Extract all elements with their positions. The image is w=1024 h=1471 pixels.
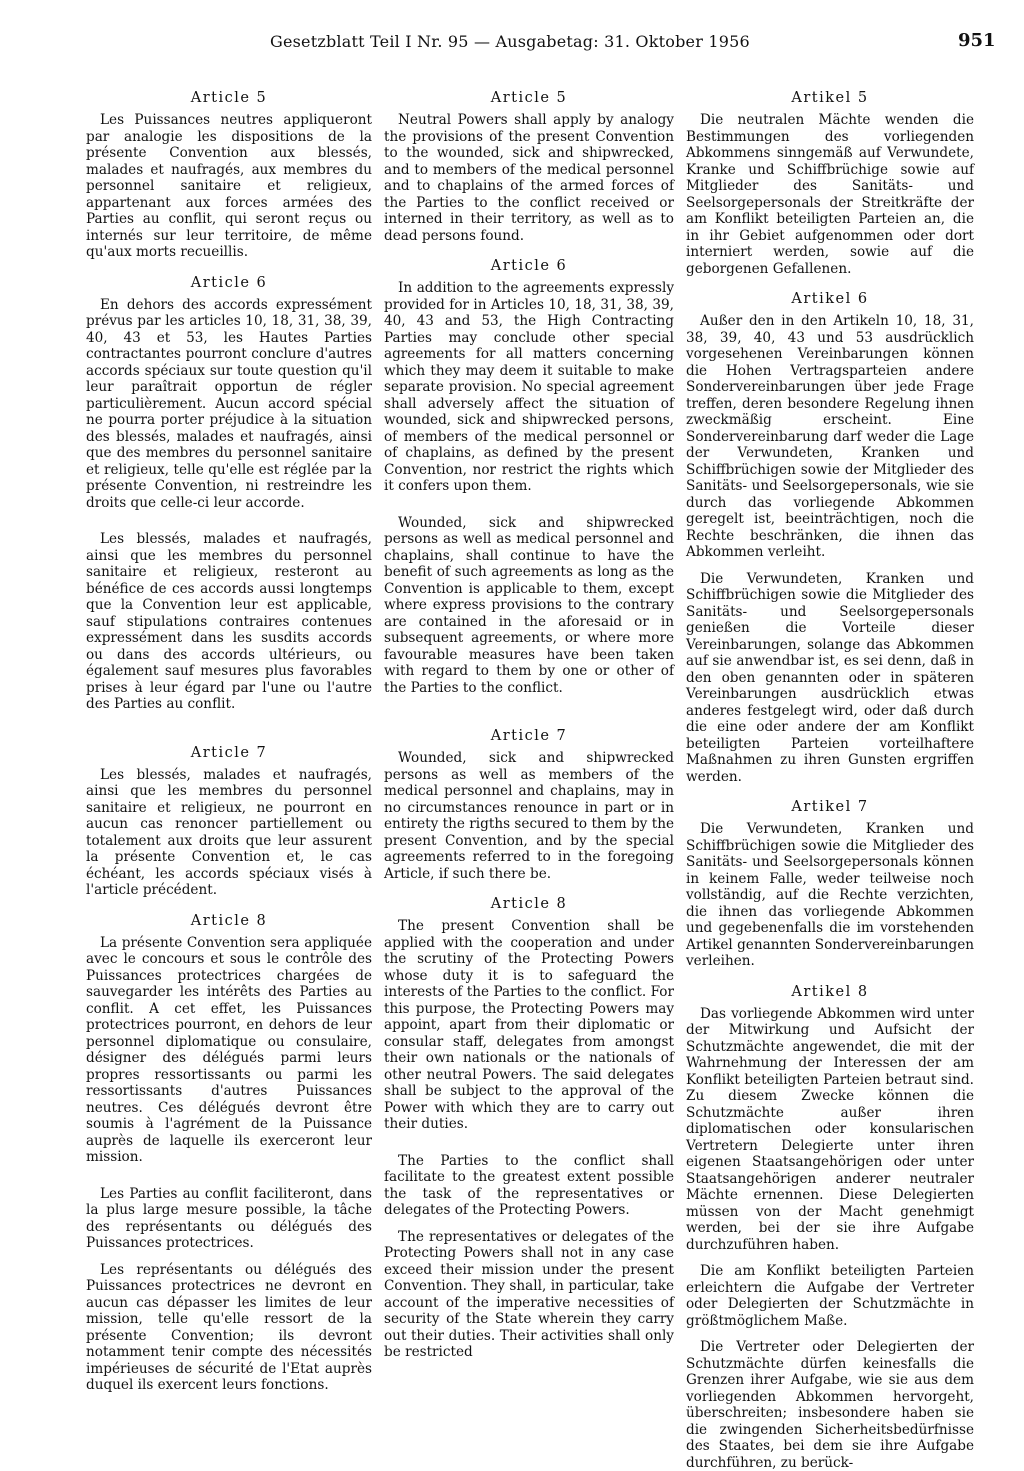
article-8-fr <box>86 913 372 1394</box>
article-6-de <box>686 291 974 785</box>
gazette-title: Gesetzblatt Teil I Nr. 95 — Ausgabetag: 31. Oktober 1956 <box>270 32 750 51</box>
paragraph: Les représentants ou délégués des Puissances protectrices ne devront en aucun cas dépasser les limites de leur mission, telle qu'elle ressort de la présente Convention; ils devront notamment tenir compte des nécessités impérieuses de sécurité de l'Etat auprès duquel ils exercent leurs fonctions. <box>86 1262 372 1394</box>
article-7-de <box>686 799 974 970</box>
article-heading: Artikel 7 <box>686 799 974 815</box>
paragraph: La présente Convention sera appliquée avec le concours et sous le contrôle des Puissances protectrices chargées de sauvegarder les intérêts des Parties au conflit. A cet effet, les Puissances protectrices pourront, en dehors de leur personnel diplomatique ou consulaire, désigner des délégués parmi leurs propres ressortissants ou parmi les ressortissants d'autres Puissances neutres. Ces délégués devront être soumis à l'agrément de la Puissance auprès de laquelle ils exerceront leur mission. <box>86 935 372 1166</box>
article-7-en <box>384 728 674 882</box>
article-5-fr <box>86 90 372 261</box>
paragraph: Die Vertreter oder Delegierten der Schutzmächte dürfen keinesfalls die Grenzen ihrer Aufgabe, wie sie aus dem vorliegenden Abkommen hervorgeht, überschreiten; insbesondere haben sie die zwingenden Sicherheitsbedürfnisse des Staates, bei dem sie ihre Aufgabe durchführen, zu berück- <box>686 1339 974 1471</box>
article-heading: Artikel 5 <box>686 90 974 106</box>
article-heading: Article 7 <box>384 728 674 744</box>
article-heading: Article 5 <box>86 90 372 106</box>
paragraph: Les blessés, malades et naufragés, ainsi que les membres du personnel sanitaire et religieux, ne pourront en aucun cas renoncer partiellement ou totalement aux droits que leur assurent la présente Convention et, le cas échéant, les accords spéciaux visés à l'article précédent. <box>86 767 372 899</box>
column-english <box>384 90 674 1430</box>
article-6-fr <box>86 275 372 713</box>
paragraph: Les Parties au conflit faciliteront, dans la plus large mesure possible, la tâche des représentants ou délégués des Puissances protectrices. <box>86 1186 372 1252</box>
paragraph: Das vorliegende Abkommen wird unter der Mitwirkung und Aufsicht der Schutzmächte angewendet, die mit der Wahrnehmung der Interessen der am Konflikt beteiligten Parteien betraut sind. Zu diesem Zwecke können die Schutzmächte außer ihren diplomatischen oder konsularischen Vertretern Delegierte unter ihren eigenen Staatsangehörigen oder unter Staatsangehörigen anderer neutraler Mächte ernennen. Diese Delegierten müssen von der Macht genehmigt werden, bei der sie ihre Aufgabe durchzuführen haben. <box>686 1006 974 1254</box>
article-heading: Article 7 <box>86 745 372 761</box>
paragraph: Neutral Powers shall apply by analogy the provisions of the present Convention to the wounded, sick and shipwrecked, and to members of the medical personnel and to chaplains of the armed forces of the Parties to the conflict received or interned in their territory, as well as to dead persons found. <box>384 112 674 244</box>
page-number: 951 <box>958 30 996 51</box>
article-8-en <box>384 896 674 1361</box>
paragraph: Les Puissances neutres appliqueront par analogie les dispositions de la présente Convention aux blessés, malades et naufragés, aux membres du personnel sanitaire et religieux, appartenant aux forces armées des Parties au conflit, qui seront reçus ou internés sur leur territoire, de même qu'aux morts recueillis. <box>86 112 372 261</box>
paragraph: Wounded, sick and shipwrecked persons as well as members of the medical personnel and chaplains, may in no circumstances renounce in part or in entirety the rigths secured to them by the present Convention, and by the special agreements referred to in the foregoing Article, if such there be. <box>384 750 674 882</box>
paragraph: Die Verwundeten, Kranken und Schiffbrüchigen sowie die Mitglieder des Sanitäts- und Seelsorgepersonals genießen die Vorteile dieser Vereinbarungen, solange das Abkommen auf sie anwendbar ist, es sei denn, daß in den oben genannten oder in späteren Vereinbarungen ausdrücklich etwas anderes festgelegt wird, oder daß durch die eine oder andere der am Konflikt beteiligten Parteien vorteilhaftere Maßnahmen zu ihren Gunsten ergriffen werden. <box>686 571 974 786</box>
paragraph: The present Convention shall be applied with the cooperation and under the scrutiny of the Protecting Powers whose duty it is to safeguard the interests of the Parties to the conflict. For this purpose, the Protecting Powers may appoint, apart from their diplomatic or consular staff, delegates from amongst their own nationals or the nationals of other neutral Powers. The said delegates shall be subject to the approval of the Power with which they are to carry out their duties. <box>384 918 674 1133</box>
paragraph: En dehors des accords expressément prévus par les articles 10, 18, 31, 38, 39, 40, 43 et 53, les Hautes Parties contractantes pourront conclure d'autres accords spéciaux sur toute question qu'il leur paraîtrait opportun de régler particulièrement. Aucun accord spécial ne pourra porter préjudice à la situation des blessés, malades et naufragés, ainsi que des membres du personnel sanitaire et religieux, telle qu'elle est réglée par la présente Convention, ni restreindre les droits que celle-ci leur accorde. <box>86 297 372 512</box>
article-heading: Article 5 <box>384 90 674 106</box>
article-heading: Article 8 <box>86 913 372 929</box>
paragraph: The Parties to the conflict shall facilitate to the greatest extent possible the task of the representatives or delegates of the Protecting Powers. <box>384 1153 674 1219</box>
page-header <box>0 32 1024 60</box>
paragraph: Die Verwundeten, Kranken und Schiffbrüchigen sowie die Mitglieder des Sanitäts- und Seelsorgepersonals können in keinem Falle, weder teilweise noch vollständig, auf die Rechte verzichten, die ihnen das vorliegende Abkommen und gegebenenfalls die im vorstehenden Artikel genannten Sondervereinbarungen verleihen. <box>686 821 974 970</box>
article-heading: Article 6 <box>384 258 674 274</box>
paragraph: The representatives or delegates of the Protecting Powers shall not in any case exceed their mission under the present Convention. They shall, in particular, take account of the imperative necessities of security of the State wherein they carry out their duties. Their activities shall only be restricted <box>384 1229 674 1361</box>
paragraph: Die am Konflikt beteiligten Parteien erleichtern die Aufgabe der Vertreter oder Delegierten der Schutzmächte in größtmöglichem Maße. <box>686 1263 974 1329</box>
paragraph: Les blessés, malades et naufragés, ainsi que les membres du personnel sanitaire et religieux, resteront au bénéfice de ces accords aussi longtemps que la Convention leur est applicable, sauf stipulations contraires contenues expressément dans les susdits accords ou dans des accords ultérieurs, ou également sauf mesures plus favorables prises à leur égard par l'une ou l'autre des Parties au conflit. <box>86 531 372 713</box>
column-french <box>86 90 372 1430</box>
article-heading: Article 8 <box>384 896 674 912</box>
article-7-fr <box>86 745 372 899</box>
article-5-de <box>686 90 974 277</box>
article-heading: Artikel 6 <box>686 291 974 307</box>
column-german <box>686 90 974 1430</box>
paragraph: Außer den in den Artikeln 10, 18, 31, 38, 39, 40, 43 und 53 ausdrücklich vorgesehenen Vereinbarungen können die Hohen Vertragsparteien andere Sondervereinbarungen über jede Frage treffen, deren besondere Regelung ihnen zweckmäßig erscheint. Eine Sondervereinbarung darf weder die Lage der Verwundeten, Kranken und Schiffbrüchigen sowie der Mitglieder des Sanitäts- und Seelsorgepersonals, wie sie durch das vorliegende Abkommen geregelt ist, beeinträchtigen, noch die Rechte beschränken, die ihnen das Abkommen verleiht. <box>686 313 974 561</box>
article-8-de <box>686 984 974 1471</box>
article-5-en <box>384 90 674 244</box>
article-heading: Artikel 8 <box>686 984 974 1000</box>
article-6-en <box>384 258 674 696</box>
article-heading: Article 6 <box>86 275 372 291</box>
paragraph: Wounded, sick and shipwrecked persons as well as medical personnel and chaplains, shall continue to have the benefit of such agreements as long as the Convention is applicable to them, except where express provisions to the contrary are contained in the aforesaid or in subsequent agreements, or where more favourable measures have been taken with regard to them by one or other of the Parties to the conflict. <box>384 515 674 697</box>
paragraph: Die neutralen Mächte wenden die Bestimmungen des vorliegenden Abkommens sinngemäß auf Verwundete, Kranke und Schiffbrüchige sowie auf Mitglieder des Sanitäts- und Seelsorgepersonals der Streitkräfte der am Konflikt beteiligten Parteien an, die in ihr Gebiet aufgenommen oder dort interniert werden, sowie auf die geborgenen Gefallenen. <box>686 112 974 277</box>
paragraph: In addition to the agreements expressly provided for in Articles 10, 18, 31, 38, 39, 40, 43 and 53, the High Contracting Parties may conclude other special agreements for all matters concerning which they may deem it suitable to make separate provision. No special agreement shall adversely affect the situation of wounded, sick and shipwrecked persons, of members of the medical personnel or of chaplains, as defined by the present Convention, nor restrict the rights which it confers upon them. <box>384 280 674 495</box>
